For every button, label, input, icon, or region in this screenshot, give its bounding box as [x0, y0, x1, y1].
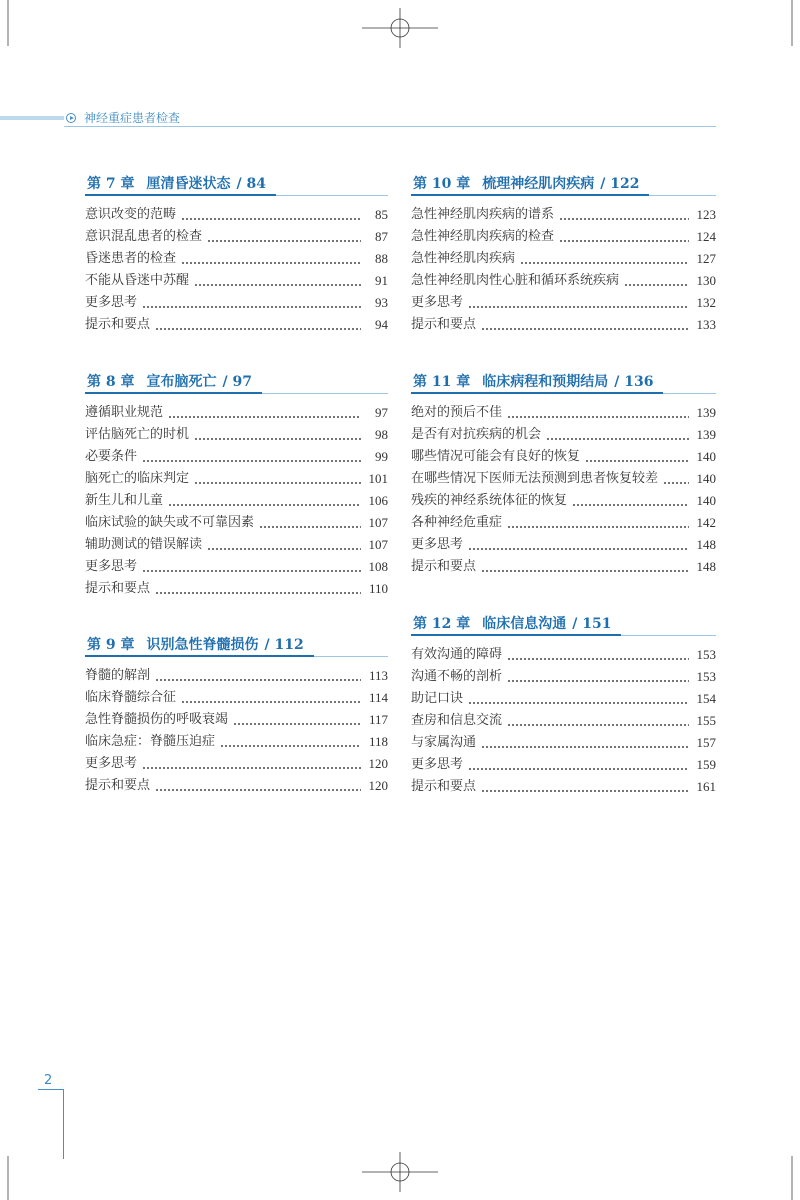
toc-entry-title: 不能从昏迷中苏醒	[85, 273, 190, 288]
toc-entry-page: 120	[368, 756, 388, 771]
toc-column-right	[411, 0, 716, 1200]
toc-entry-page: 154	[696, 691, 716, 706]
toc-entry-page: 87	[375, 229, 388, 244]
toc-entry-page: 161	[696, 779, 716, 794]
toc-entry-page: 85	[375, 207, 388, 222]
chapter-heading-text	[85, 372, 262, 394]
toc-entry-page: 98	[375, 427, 388, 442]
toc-chapter	[411, 174, 716, 336]
toc-entry	[85, 665, 388, 687]
toc-entry-title: 绝对的预后不佳	[411, 405, 503, 420]
toc-entry-page: 130	[696, 273, 716, 288]
toc-entry	[85, 270, 388, 292]
dot-leader	[624, 270, 689, 292]
toc-chapter	[85, 372, 388, 600]
chapter-heading-rule	[663, 393, 716, 394]
chapter-heading	[85, 372, 388, 394]
toc-entry-page: 91	[375, 273, 388, 288]
toc-entry	[85, 490, 388, 512]
running-header-title: 神经重症患者检查	[84, 111, 181, 125]
toc-entry-page: 140	[696, 471, 716, 486]
toc-entry-page: 142	[696, 515, 716, 530]
toc-entry-page: 133	[696, 317, 716, 332]
dot-leader	[168, 402, 361, 424]
toc-entry	[85, 468, 388, 490]
chapter-heading-text	[85, 174, 276, 196]
toc-entry	[411, 292, 716, 314]
chapter-heading	[85, 174, 388, 196]
dot-leader	[207, 534, 361, 556]
dot-leader	[481, 556, 689, 578]
toc-entry-page: 120	[368, 778, 388, 793]
toc-entry-title: 提示和要点	[411, 779, 477, 794]
toc-entry-page: 127	[696, 251, 716, 266]
toc-chapter	[85, 635, 388, 797]
dot-leader	[520, 248, 689, 270]
toc-entry-title: 提示和要点	[85, 317, 151, 332]
toc-entry-title: 助记口诀	[411, 691, 464, 706]
toc-entry-list	[85, 204, 388, 336]
dot-leader	[194, 468, 361, 490]
dot-leader	[468, 534, 689, 556]
chapter-heading	[411, 614, 716, 636]
toc-entry-page: 140	[696, 493, 716, 508]
toc-entry	[85, 709, 388, 731]
toc-entry-title: 提示和要点	[85, 581, 151, 596]
toc-entry	[411, 776, 716, 798]
toc-entry	[85, 731, 388, 753]
dot-leader	[155, 775, 361, 797]
toc-entry	[411, 710, 716, 732]
toc-entry-title: 与家属沟通	[411, 735, 477, 750]
folio-rule-vertical	[63, 1089, 64, 1159]
toc-entry-title: 是否有对抗疾病的机会	[411, 427, 542, 442]
toc-entry-page: 157	[696, 735, 716, 750]
toc-entry-page: 155	[696, 713, 716, 728]
toc-entry-title: 评估脑死亡的时机	[85, 427, 190, 442]
dot-leader	[142, 556, 361, 578]
toc-entry	[411, 226, 716, 248]
chapter-heading-text	[411, 372, 663, 394]
chapter-start-page: / 122	[600, 176, 640, 192]
dot-leader	[155, 665, 361, 687]
dot-leader	[507, 710, 689, 732]
toc-entry-title: 提示和要点	[411, 559, 477, 574]
toc-entry	[411, 644, 716, 666]
toc-entry-page: 118	[368, 734, 388, 749]
dot-leader	[207, 226, 361, 248]
toc-entry-title: 提示和要点	[411, 317, 477, 332]
toc-entry-page: 140	[696, 449, 716, 464]
page-number: 2	[44, 1073, 53, 1088]
toc-entry	[411, 402, 716, 424]
dot-leader	[142, 753, 361, 775]
toc-entry-title: 查房和信息交流	[411, 713, 503, 728]
toc-entry-page: 110	[368, 581, 388, 596]
chapter-number: 第 9 章	[87, 637, 135, 653]
toc-entry	[411, 754, 716, 776]
chapter-number: 第 10 章	[413, 176, 471, 192]
toc-entry	[85, 292, 388, 314]
toc-entry	[411, 512, 716, 534]
toc-entry-page: 101	[368, 471, 388, 486]
dot-leader	[585, 446, 689, 468]
chapter-heading	[411, 174, 716, 196]
dot-leader	[181, 248, 361, 270]
toc-entry-title: 急性神经肌肉疾病的谱系	[411, 207, 555, 222]
chapter-start-page: / 97	[222, 374, 252, 390]
toc-entry-title: 临床试验的缺失或不可靠因素	[85, 515, 255, 530]
dot-leader	[468, 292, 689, 314]
dot-leader	[481, 776, 689, 798]
toc-entry-page: 97	[375, 405, 388, 420]
toc-entry-page: 99	[375, 449, 388, 464]
toc-entry-page: 139	[696, 405, 716, 420]
dot-leader	[194, 424, 361, 446]
chapter-heading-rule	[276, 195, 388, 196]
toc-entry-list	[411, 402, 716, 578]
chapter-number: 第 7 章	[87, 176, 135, 192]
dot-leader	[507, 402, 689, 424]
toc-entry-title: 沟通不畅的剖析	[411, 669, 503, 684]
toc-entry	[85, 424, 388, 446]
toc-entry	[85, 775, 388, 797]
toc-entry-page: 159	[696, 757, 716, 772]
toc-entry-page: 153	[696, 669, 716, 684]
dot-leader	[559, 226, 689, 248]
chapter-start-page: / 84	[236, 176, 266, 192]
toc-entry-page: 106	[368, 493, 388, 508]
dot-leader	[507, 666, 689, 688]
toc-entry	[411, 732, 716, 754]
toc-entry-title: 急性神经肌肉性心脏和循环系统疾病	[411, 273, 620, 288]
toc-entry-title: 有效沟通的障碍	[411, 647, 503, 662]
dot-leader	[572, 490, 689, 512]
toc-entry	[411, 490, 716, 512]
toc-entry-list	[411, 644, 716, 798]
toc-entry	[85, 402, 388, 424]
toc-entry-page: 114	[368, 690, 388, 705]
toc-entry	[85, 314, 388, 336]
toc-entry-title: 更多思考	[411, 295, 464, 310]
toc-entry	[411, 204, 716, 226]
toc-chapter	[411, 614, 716, 798]
chapter-title: 厘清昏迷状态	[146, 176, 231, 192]
toc-entry-title: 哪些情况可能会有良好的恢复	[411, 449, 581, 464]
toc-entry-title: 更多思考	[85, 559, 138, 574]
toc-entry	[85, 534, 388, 556]
chapter-start-page: / 151	[572, 616, 612, 632]
toc-entry-page: 93	[375, 295, 388, 310]
toc-entry-page: 132	[696, 295, 716, 310]
toc-entry-title: 脑死亡的临床判定	[85, 471, 190, 486]
toc-entry-page: 107	[368, 537, 388, 552]
toc-entry	[85, 753, 388, 775]
toc-entry	[85, 204, 388, 226]
toc-entry-title: 更多思考	[411, 757, 464, 772]
chapter-number: 第 8 章	[87, 374, 135, 390]
toc-entry	[85, 578, 388, 600]
toc-entry-page: 124	[696, 229, 716, 244]
chapter-title: 识别急性脊髓损伤	[146, 637, 259, 653]
chapter-heading-text	[411, 174, 649, 196]
toc-entry	[85, 248, 388, 270]
toc-entry-title: 辅助测试的错误解读	[85, 537, 203, 552]
folio-rule-horizontal	[38, 1089, 64, 1090]
toc-entry-list	[411, 204, 716, 336]
chapter-heading-rule	[621, 635, 716, 636]
chapter-start-page: / 112	[264, 637, 304, 653]
dot-leader	[181, 687, 361, 709]
chapter-title: 临床病程和预期结局	[482, 374, 609, 390]
dot-leader	[155, 578, 361, 600]
toc-entry-title: 各种神经危重症	[411, 515, 503, 530]
chapter-heading-text	[411, 614, 621, 636]
toc-entry-title: 意识改变的范畴	[85, 207, 177, 222]
toc-entry-title: 更多思考	[85, 756, 138, 771]
toc-entry-page: 148	[696, 537, 716, 552]
toc-entry-title: 残疾的神经系统体征的恢复	[411, 493, 568, 508]
toc-entry-title: 急性脊髓损伤的呼吸衰竭	[85, 712, 229, 727]
chapter-heading	[411, 372, 716, 394]
chapter-number: 第 12 章	[413, 616, 471, 632]
toc-entry-page: 108	[368, 559, 388, 574]
dot-leader	[220, 731, 361, 753]
toc-entry-title: 更多思考	[411, 537, 464, 552]
toc-entry	[411, 424, 716, 446]
toc-chapter	[411, 372, 716, 578]
chapter-heading-rule	[649, 195, 716, 196]
chapter-title: 梳理神经肌肉疾病	[482, 176, 595, 192]
dot-leader	[181, 204, 361, 226]
running-header-bar	[0, 116, 64, 120]
chapter-heading-rule	[262, 393, 388, 394]
toc-column-left	[85, 0, 388, 1200]
dot-leader	[546, 424, 689, 446]
toc-entry	[411, 688, 716, 710]
dot-leader	[468, 754, 689, 776]
toc-entry-page: 123	[696, 207, 716, 222]
toc-entry-page: 153	[696, 647, 716, 662]
toc-entry	[411, 248, 716, 270]
toc-entry-title: 意识混乱患者的检查	[85, 229, 203, 244]
toc-entry-title: 在哪些情况下医师无法预测到患者恢复较差	[411, 471, 659, 486]
chapter-heading-rule	[314, 656, 388, 657]
chapter-number: 第 11 章	[413, 374, 471, 390]
dot-leader	[507, 512, 689, 534]
toc-entry	[411, 468, 716, 490]
chapter-heading	[85, 635, 388, 657]
toc-entry-title: 急性神经肌肉疾病的检查	[411, 229, 555, 244]
toc-entry-title: 急性神经肌肉疾病	[411, 251, 516, 266]
toc-entry-title: 昏迷患者的检查	[85, 251, 177, 266]
toc-entry-title: 提示和要点	[85, 778, 151, 793]
toc-entry-page: 148	[696, 559, 716, 574]
toc-entry-page: 117	[368, 712, 388, 727]
toc-entry	[85, 687, 388, 709]
toc-entry-title: 脊髓的解剖	[85, 668, 151, 683]
toc-entry-page: 88	[375, 251, 388, 266]
dot-leader	[259, 512, 361, 534]
toc-entry	[411, 666, 716, 688]
dot-leader	[468, 688, 689, 710]
toc-entry-title: 必要条件	[85, 449, 138, 464]
toc-entry	[85, 556, 388, 578]
dot-leader	[168, 490, 361, 512]
dot-leader	[233, 709, 361, 731]
toc-entry-list	[85, 402, 388, 600]
toc-entry-page: 113	[368, 668, 388, 683]
toc-entry	[411, 314, 716, 336]
dot-leader	[142, 292, 361, 314]
chapter-title: 宣布脑死亡	[146, 374, 217, 390]
toc-entry	[411, 534, 716, 556]
toc-entry	[85, 512, 388, 534]
toc-entry	[85, 446, 388, 468]
toc-entry-page: 107	[368, 515, 388, 530]
toc-entry	[411, 270, 716, 292]
toc-chapter	[85, 174, 388, 336]
dot-leader	[507, 644, 689, 666]
dot-leader	[194, 270, 361, 292]
toc-entry	[411, 556, 716, 578]
dot-leader	[663, 468, 689, 490]
toc-entry-title: 临床脊髓综合征	[85, 690, 177, 705]
toc-entry-title: 临床急症：脊髓压迫症	[85, 734, 216, 749]
circle-arrow-icon	[66, 113, 76, 123]
toc-entry	[411, 446, 716, 468]
toc-entry-page: 94	[375, 317, 388, 332]
dot-leader	[559, 204, 689, 226]
toc-entry-title: 更多思考	[85, 295, 138, 310]
dot-leader	[155, 314, 361, 336]
dot-leader	[481, 732, 689, 754]
dot-leader	[481, 314, 689, 336]
chapter-heading-text	[85, 635, 314, 657]
toc-entry-title: 遵循职业规范	[85, 405, 164, 420]
dot-leader	[142, 446, 361, 468]
chapter-title: 临床信息沟通	[482, 616, 567, 632]
toc-entry-title: 新生儿和儿童	[85, 493, 164, 508]
toc-entry-list	[85, 665, 388, 797]
toc-entry-page: 139	[696, 427, 716, 442]
toc-entry	[85, 226, 388, 248]
chapter-start-page: / 136	[614, 374, 654, 390]
